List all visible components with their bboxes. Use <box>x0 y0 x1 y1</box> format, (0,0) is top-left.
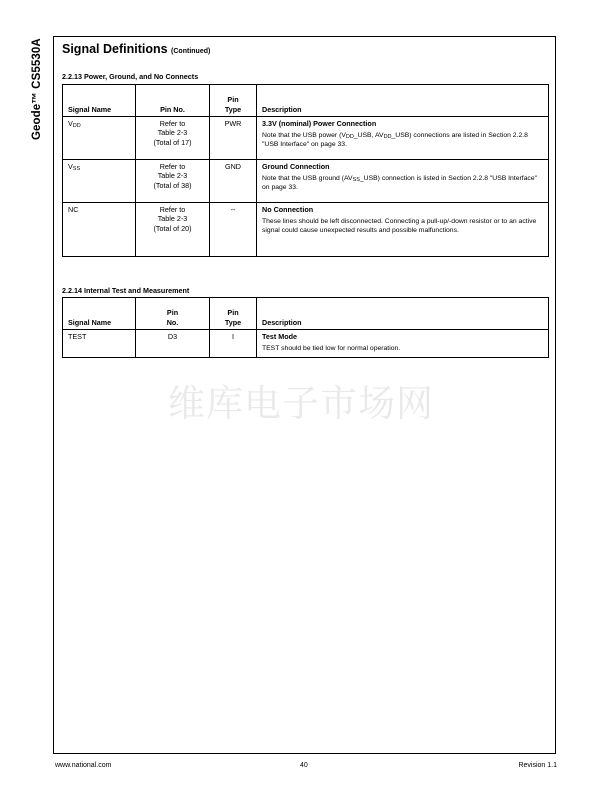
pin-no-cell: Refer to Table 2-3 (Total of 20) <box>136 203 210 257</box>
description-cell: No Connection These lines should be left disconnected. Connecting a pull-up/-down resistor or to an active signal could cause unexpected results and possible malfunctions. <box>257 203 549 257</box>
col-header-signal-name: Signal Name <box>63 85 136 117</box>
page-title: Signal Definitions (Continued) <box>62 42 211 56</box>
description-cell: Test Mode TEST should be tied low for normal operation. <box>257 330 549 358</box>
table-row <box>63 203 549 257</box>
col-header-pin-type: Pin Type <box>210 85 257 117</box>
description-cell: Ground Connection Note that the USB ground $(AV_{SS}\_USB)$ connection is listed in Section 2.2.8 "USB Interface" on page 33. <box>257 160 549 203</box>
side-title: Geode™ CS5530A <box>31 38 43 140</box>
power-ground-table <box>62 84 549 257</box>
pin-no-cell: D3 <box>136 330 210 358</box>
col-header-signal-name: Signal Name <box>63 298 136 330</box>
table-row <box>63 330 549 358</box>
footer-revision: Revision 1.1 <box>518 762 557 769</box>
pin-type-cell: -- <box>210 203 257 257</box>
pin-no-cell: Refer to Table 2-3 (Total of 17) <box>136 117 210 160</box>
footer-page-number: 40 <box>300 762 308 769</box>
table-row <box>63 160 549 203</box>
signal-name-nc: NC <box>63 203 136 257</box>
description-cell: 3.3V (nominal) Power Connection Note that the USB power ($V_{DD}\_USB$, $AV_{DD}\_USB$) connections are listed in Section 2.2.8 "USB Interface" on page 33. <box>257 117 549 160</box>
section-heading-2-2-14: 2.2.14 Internal Test and Measurement <box>62 286 190 295</box>
watermark: 维库电子市场网 <box>168 382 434 425</box>
table-header-row <box>63 298 549 330</box>
col-header-pin-type: Pin Type <box>210 298 257 330</box>
signal-name-vss: $V_{SS}$ <box>63 160 136 203</box>
signal-name-vdd: $V_{DD}$ <box>63 117 136 160</box>
col-header-pin-no: Pin No. <box>136 85 210 117</box>
table-header-row <box>63 85 549 117</box>
section-heading-2-2-13: 2.2.13 Power, Ground, and No Connects <box>62 72 199 81</box>
table-row <box>63 117 549 160</box>
page-title-suffix: (Continued) <box>171 48 211 55</box>
test-measurement-table <box>62 297 549 358</box>
signal-name-test: TEST <box>63 330 136 358</box>
pin-type-cell: I <box>210 330 257 358</box>
col-header-pin-no: Pin No. <box>136 298 210 330</box>
col-header-description: Description <box>257 298 549 330</box>
pin-no-cell: Refer to Table 2-3 (Total of 38) <box>136 160 210 203</box>
pin-type-cell: PWR <box>210 117 257 160</box>
pin-type-cell: GND <box>210 160 257 203</box>
col-header-description: Description <box>257 85 549 117</box>
footer-url[interactable]: www.national.com <box>55 762 112 769</box>
